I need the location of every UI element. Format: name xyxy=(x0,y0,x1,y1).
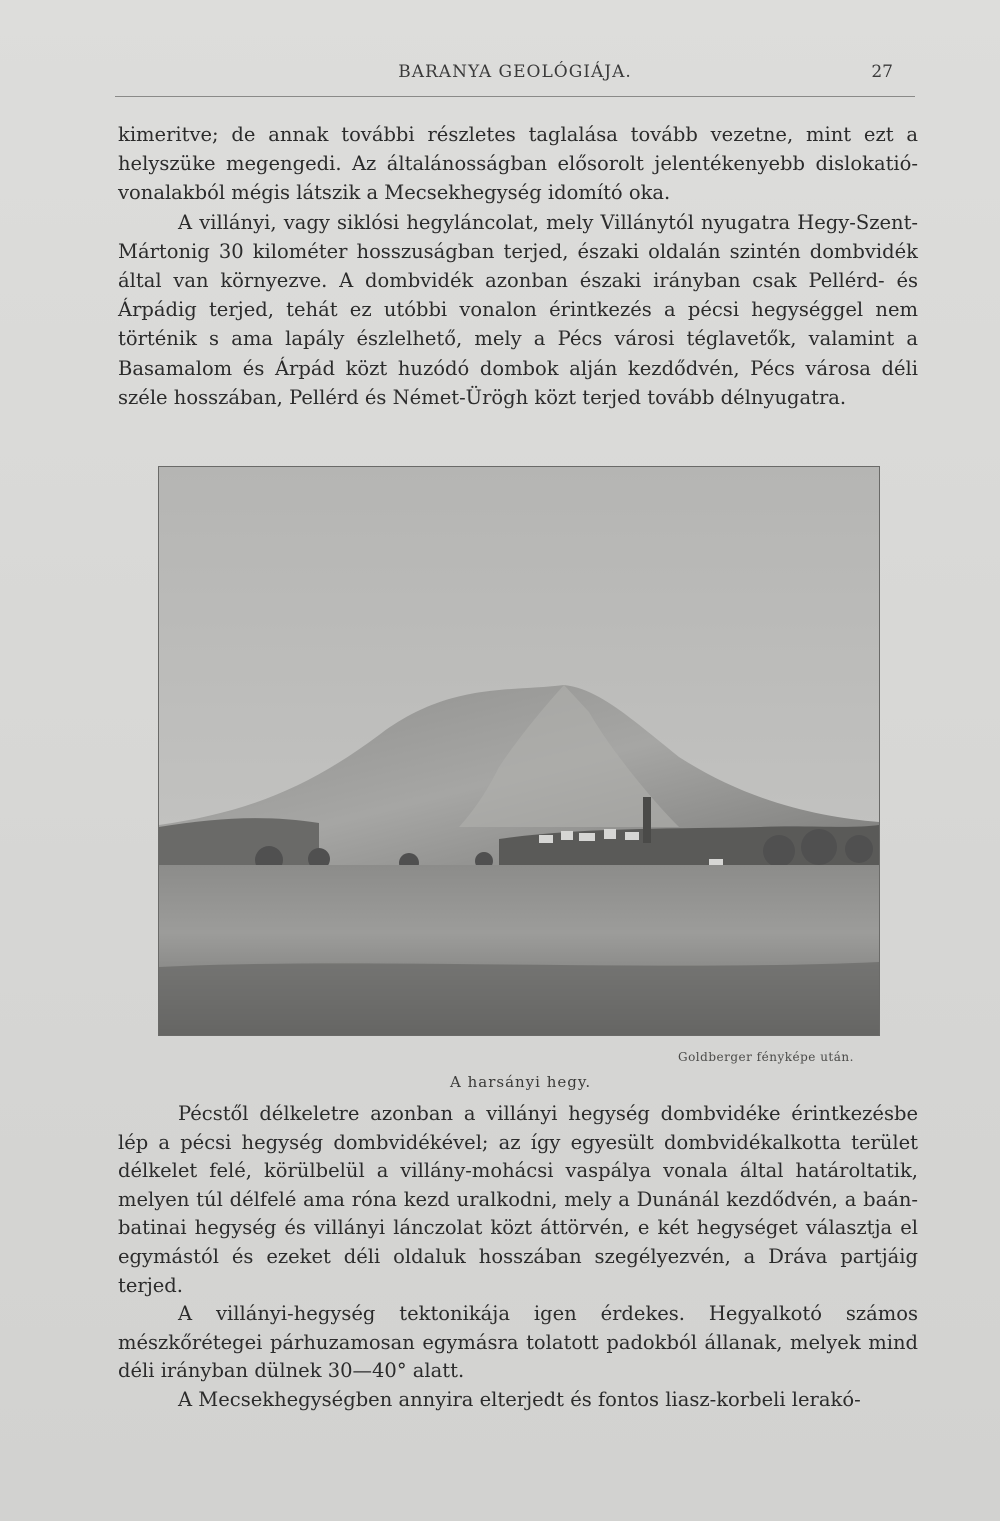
photo-plate xyxy=(158,466,880,1036)
header-rule xyxy=(115,96,915,97)
text-block-bottom xyxy=(118,1100,918,1415)
page-number: 27 xyxy=(871,62,893,82)
running-head xyxy=(115,62,915,92)
paragraph-lias: A Mecsekhegységben annyira elterjedt és fontos liasz-korbeli lerakó- xyxy=(178,1387,861,1411)
paragraph-tectonics: A villányi-hegység tektonikája igen érdekes. Hegyalkotó számos mészkőrétegei párhuzamosan egymásra tolatott padokból állanak, melyek mind déli irányban dülnek 30—40° alatt. xyxy=(118,1302,918,1383)
paragraph-villanyi: A villányi, vagy siklósi hegyláncolat, mely Villánytól nyugatra Hegy-Szent-Mártonig 30 kilométer hosszuságban terjed, északi oldalán szintén dombvidék által van környezve. A dombvidék azonban északi irányban csak Pellérd- és Árpádig terjed, tehát ez utóbbi vonalon érintkezés a pécsi hegységgel nem történik s ama lapály észlelhető, mely a Pécs városi téglavetők, valamint a Basamalom és Árpád közt huzódó dombok alján kezdődvén, Pécs városa déli széle hosszában, Pellérd és Német-Ürögh közt terjed tovább délnyugatra. xyxy=(118,210,918,409)
figure-caption: A harsányi hegy. xyxy=(450,1073,592,1091)
photo-credit: Goldberger fényképe után. xyxy=(678,1050,854,1064)
harsanyi-hill-photo xyxy=(159,467,879,1035)
paragraph-continuation: kimeritve; de annak további részletes taglalása tovább vezetne, mint ezt a helyszüke megengedi. Az általánosságban elősorolt jelentékenyebb dislokatió-vonalakból mégis látszik a Mecsekhegység idomító oka. xyxy=(118,123,918,205)
paragraph-pecs: Pécstől délkeletre azonban a villányi hegység dombvidéke érintkezésbe lép a pécsi hegység dombvidékével; az így egyesült dombvidékalkotta terület délkelet felé, körülbelül a villány-mohácsi vaspálya vonala által határoltatik, melyen túl délfelé ama róna kezd uralkodni, mely a Dunánál kezdődvén, a baán-batinai hegység és villányi lánczolat közt áttörvén, e két hegységet választja el egymástól és ezeket déli oldaluk hosszában szegélyezvén, a Dráva partjáig terjed. xyxy=(118,1102,918,1297)
running-title: BARANYA GEOLÓGIÁJA. xyxy=(398,62,632,82)
text-block-top xyxy=(118,120,918,412)
